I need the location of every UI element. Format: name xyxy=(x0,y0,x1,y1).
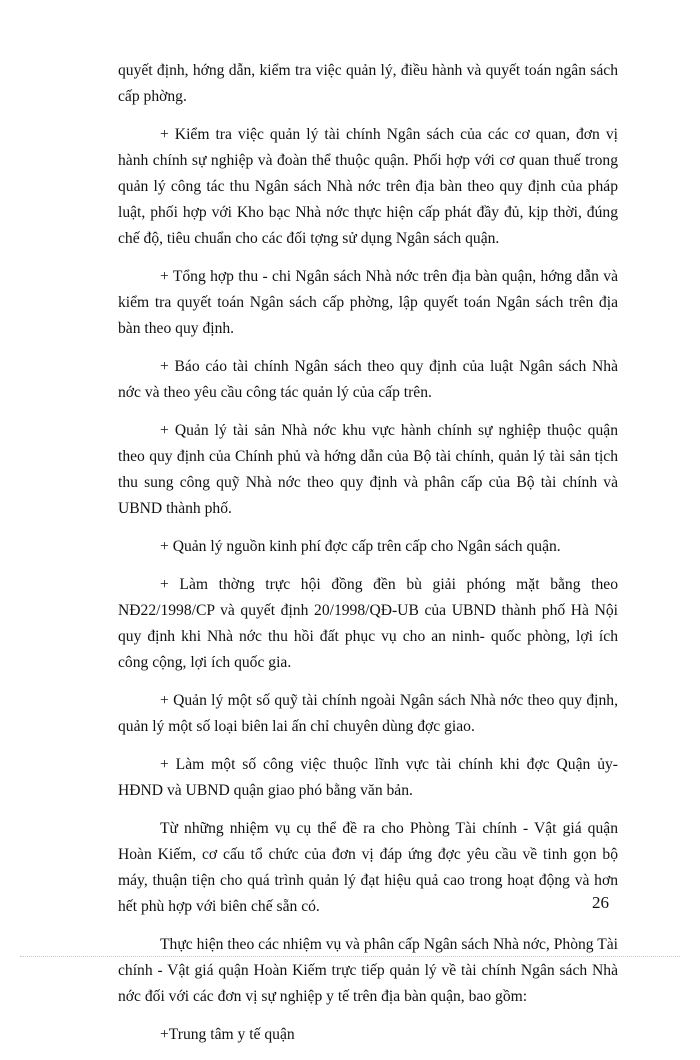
paragraph-health-units: Thực hiện theo các nhiệm vụ và phân cấp Ngân sách Nhà nớc, Phòng Tài chính - Vật giá quận Hoàn Kiếm trực tiếp quản lý về tài chính Ngân sách Nhà nớc đối với các đơn vị sự nghiệp y tế trên địa bàn quận, bao gồm: xyxy=(118,936,618,1005)
page-bottom-divider xyxy=(20,956,680,957)
paragraph-organization: Từ những nhiệm vụ cụ thể đề ra cho Phòng Tài chính - Vật giá quận Hoàn Kiếm, cơ cấu tổ chức của đơn vị đáp ứng đợc yêu cầu về tinh gọn bộ máy, thuận tiện cho quá trình quản lý đạt hiệu quả cao trong hoạt động và hơn hết phù hợp với biên chế sẵn có. xyxy=(118,820,618,915)
paragraph-funding-source: + Quản lý nguồn kinh phí đợc cấp trên cấp cho Ngân sách quận. xyxy=(160,538,561,555)
page-number: 26 xyxy=(592,893,609,912)
list-item-health-center: +Trung tâm y tế quận xyxy=(160,1026,295,1043)
paragraph-budget-inspection: + Kiểm tra việc quản lý tài chính Ngân sách của các cơ quan, đơn vị hành chính sự nghiệp và đoàn thể thuộc quận. Phối hợp với cơ quan thuế trong quản lý công tác thu Ngân sách Nhà nớc trên địa bàn theo quy định của pháp luật, phối hợp với Kho bạc Nhà nớc thực hiện cấp phát đầy đủ, kịp thời, đúng chế độ, tiêu chuẩn cho các đối tợng sử dụng Ngân sách quận. xyxy=(118,126,618,247)
paragraph-off-budget-funds: + Quản lý một số quỹ tài chính ngoài Ngân sách Nhà nớc theo quy định, quản lý một số loại biên lai ấn chỉ chuyên dùng đợc giao. xyxy=(118,692,618,735)
paragraph-compensation-council: + Làm thờng trực hội đồng đền bù giải phóng mặt bằng theo NĐ22/1998/CP và quyết định 20/1998/QĐ-UB của UBND thành phố Hà Nội quy định khi Nhà nớc thu hồi đất phục vụ cho an ninh- quốc phòng, lợi ích công cộng, lợi ích quốc gia. xyxy=(118,576,618,671)
paragraph-continuation: quyết định, hớng dẫn, kiểm tra việc quản lý, điều hành và quyết toán ngân sách cấp phờng. xyxy=(118,62,618,105)
paragraph-financial-report: + Báo cáo tài chính Ngân sách theo quy định của luật Ngân sách Nhà nớc và theo yêu cầu công tác quản lý của cấp trên. xyxy=(118,358,618,401)
paragraph-revenue-summary: + Tổng hợp thu - chi Ngân sách Nhà nớc trên địa bàn quận, hớng dẫn và kiểm tra quyết toán Ngân sách cấp phờng, lập quyết toán Ngân sách trên địa bàn theo quy định. xyxy=(118,268,618,337)
paragraph-assigned-tasks: + Làm một số công việc thuộc lĩnh vực tài chính khi đợc Quận ủy-HĐND và UBND quận giao phó bằng văn bản. xyxy=(118,756,618,799)
document-body xyxy=(118,58,618,1060)
paragraph-asset-management: + Quản lý tài sản Nhà nớc khu vực hành chính sự nghiệp thuộc quận theo quy định của Chính phủ và hớng dẫn của Bộ tài chính, quản lý tài sản tịch thu sung công quỹ Nhà nớc theo quy định và phân cấp của Bộ tài chính và UBND thành phố. xyxy=(118,422,618,517)
